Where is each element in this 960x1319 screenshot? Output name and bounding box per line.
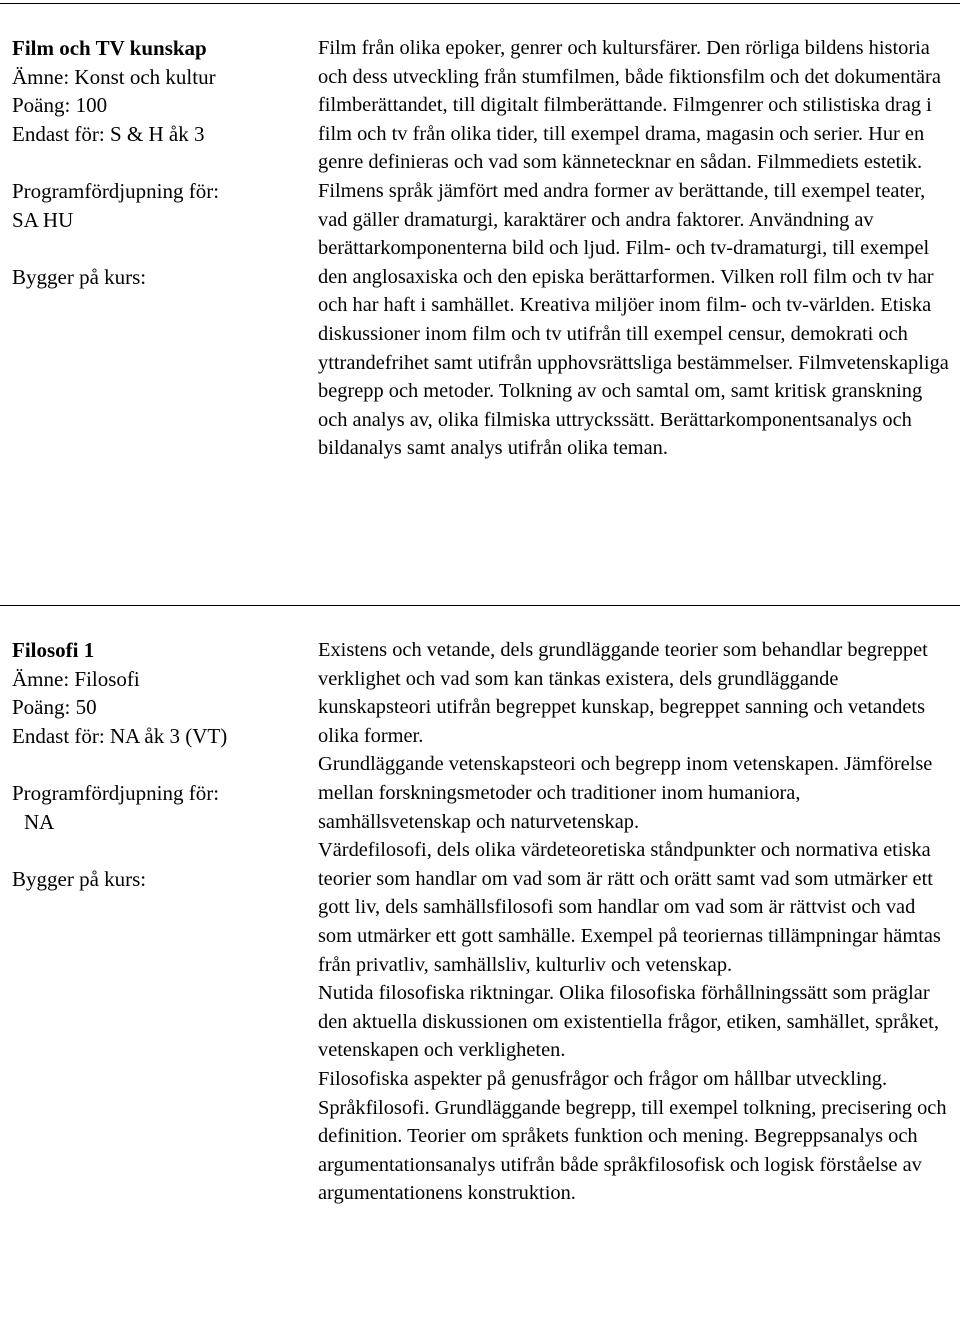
description-paragraph: Existens och vetande, dels grundläggande teorier som behandlar begreppet verklighet och vad som kan tänkas existera, dels grundläggande kunskapsteori utifrån begreppet kunskap, begreppet sanning och vetandets olika former. (318, 639, 928, 747)
program-value: NA (24, 809, 55, 834)
description-paragraph: Språkfilosofi. Grundläggande begrepp, till exempel tolkning, precisering och definition. Teorier om språkets funktion och mening. Begreppsanalys och argumentationsanalys utifrån både språkfilosofisk och logisk förståelse av argumentationens konstruktion. (318, 1096, 947, 1205)
description-paragraph: Värdefilosofi, dels olika värdeteoretiska ståndpunkter och normativa etiska teorier som handlar om vad som är rätt och orätt samt vad som utmärker ett gott liv, dels samhällsfilosofi som handlar om vad som är rättvist och vad som utmärker ett gott samhälle. Exempel på teoriernas tillämpningar hämtas från privatliv, samhällsliv, kulturliv och vetenskap. (318, 839, 941, 976)
course-points: Poäng: 50 (12, 695, 97, 720)
section-divider (0, 605, 960, 606)
course-title: Filosofi 1 (12, 638, 95, 662)
description-paragraph: Nutida filosofiska riktningar. Olika filosofiska förhållningssätt som präglar den aktuella diskussionen om existentiella frågor, etiken, samhället, språket, vetenskapen och verkligheten. (318, 982, 939, 1062)
course-description: Film från olika epoker, genrer och kultursfärer. Den rörliga bildens historia och dess utveckling från stumfilmen, både fiktionsfilm och det dokumentära filmberättandet, till digitalt filmberättande. Filmgenrer och stilistiska drag i film och tv från olika tider, till exempel drama, magasin och serier. Hur en genre definieras och vad som kännetecknar en sådan. Filmmediets estetik. Filmens språk jämfört med andra former av berättande, till exempel teater, vad gäller dramaturgi, karaktärer och andra faktorer. Användning av berättarkomponenterna bild och ljud. Film- och tv-dramaturgi, till exempel den anglosaxiska och den episka berättarformen. Vilken roll film och tv har och har haft i samhället. Kreativa miljöer inom film- och tv-världen. Etiska diskussioner inom film och tv utifrån till exempel censur, demokrati och yttrandefrihet samt utifrån upphovsrättsliga bestämmelser. Filmvetenskapliga begrepp och metoder. Tolkning av och samtal om, samt kritisk granskning och analys av, olika filmiska uttryckssätt. Berättarkomponentsanalys och bildanalys samt analys utifrån olika teman. (318, 37, 949, 460)
program-label: Programfördjupning för: (12, 780, 220, 805)
description-paragraph: Grundläggande vetenskapsteori och begrepp inom vetenskapen. Jämförelse mellan forskningsmetoder och traditioner inom humaniora, samhällsvetenskap och naturvetenskap. (318, 753, 933, 833)
program-value: SA HU (12, 207, 74, 232)
description-paragraph: Filosofiska aspekter på genusfrågor och frågor om hållbar utveckling. (318, 1067, 888, 1090)
course-description-film (318, 34, 954, 463)
course-title: Film och TV kunskap (12, 36, 207, 60)
course-info-filosofi (12, 636, 302, 893)
course-only-for: Endast för: S & H åk 3 (12, 121, 205, 146)
course-only-for: Endast för: NA åk 3 (VT) (12, 723, 228, 748)
course-subject: Ämne: Filosofi (12, 666, 140, 691)
course-info-film (12, 34, 302, 291)
builds-on-label: Bygger på kurs: (12, 264, 147, 289)
course-description-filosofi (318, 636, 954, 1208)
course-subject: Ämne: Konst och kultur (12, 64, 216, 89)
program-label: Programfördjupning för: (12, 178, 220, 203)
course-points: Poäng: 100 (12, 93, 108, 118)
top-divider (0, 3, 960, 4)
builds-on-label: Bygger på kurs: (12, 866, 147, 891)
